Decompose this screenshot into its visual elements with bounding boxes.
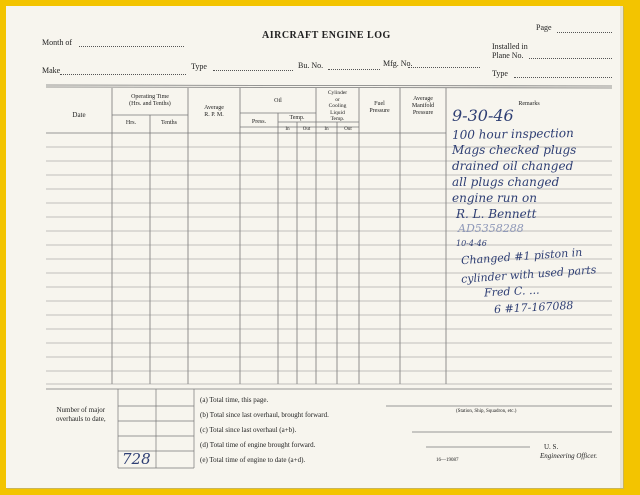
remark-cert-number: 6 #17-167088 [493,298,574,317]
col-oil-press: Press. [251,119,267,125]
col-fuel-pressure: Fuel Pressure [369,101,390,114]
make-label: Make [42,66,61,75]
col-hrs: Hrs. [125,120,137,126]
col-oil-in: In [285,127,290,132]
col-avg-rpm: Average R. P. M. [204,105,224,118]
col-cyl-in: In [324,127,329,132]
installed-label: Installed in Plane No. [492,42,528,60]
bu-no-label: Bu. No. [298,61,324,70]
col-tenths: Tenths [161,120,177,126]
station-label: (Station, Ship, Squadron, etc.) [456,409,517,414]
engine-log-sheet [6,6,623,488]
remark-line: all plugs changed [452,175,560,189]
remark-line: engine run on [452,191,537,205]
mfg-no-label: Mfg. No. [383,59,413,68]
total-line-d: (d) Total time of engine brought forward. [200,441,316,449]
col-oil-temp: Temp. [289,115,305,121]
us-label: U. S. [544,443,559,451]
major-overhauls-label: Number of major overhauls to date, [56,406,106,423]
remark-line: drained oil changed [452,159,574,173]
remark-line: Changed #1 piston in [460,245,583,268]
col-cylinder-temp: Cylinder or Cooling Liquid Temp. [327,90,348,122]
total-line-e: (e) Total time of engine to date (a+d). [200,456,306,464]
total-line-a: (a) Total time, this page. [200,396,269,404]
col-cyl-out: Out [344,127,352,132]
form-title: AIRCRAFT ENGINE LOG [262,30,391,41]
col-oil-out: Out [302,127,311,132]
total-line-b: (b) Total since last overhaul, brought forward. [200,411,329,419]
remark-line: 100 hour inspection [451,125,574,143]
type2-label: Type [492,69,508,78]
remark-line: Mags checked plugs [452,143,577,157]
total-engine-time-value: 728 [122,450,151,468]
total-line-c: (c) Total since last overhaul (a+b). [200,426,297,434]
engineering-officer-label: Engineering Officer. [540,452,598,460]
remark-cert-number: AD5358288 [458,222,524,235]
col-date: Date [72,111,86,119]
remark-line: cylinder with used parts [460,263,597,286]
page-label: Page [536,23,552,32]
col-operating-time: Operating Time (Hrs. and Tenths) [129,94,171,107]
type-label: Type [191,62,207,71]
remark-date-1: 9-30-46 [452,106,514,125]
col-manifold-pressure: Average Manifold Pressure [411,96,435,116]
col-remarks: Remarks [518,101,540,107]
remark-signature: R. L. Bennett [456,207,537,221]
remark-date-2: 10-4-46 [456,239,487,248]
month-label: Month of [42,38,72,47]
col-oil: Oil [274,98,282,104]
remark-signature: Fred C. ... [483,283,540,300]
form-number: 16—19087 [436,458,459,463]
